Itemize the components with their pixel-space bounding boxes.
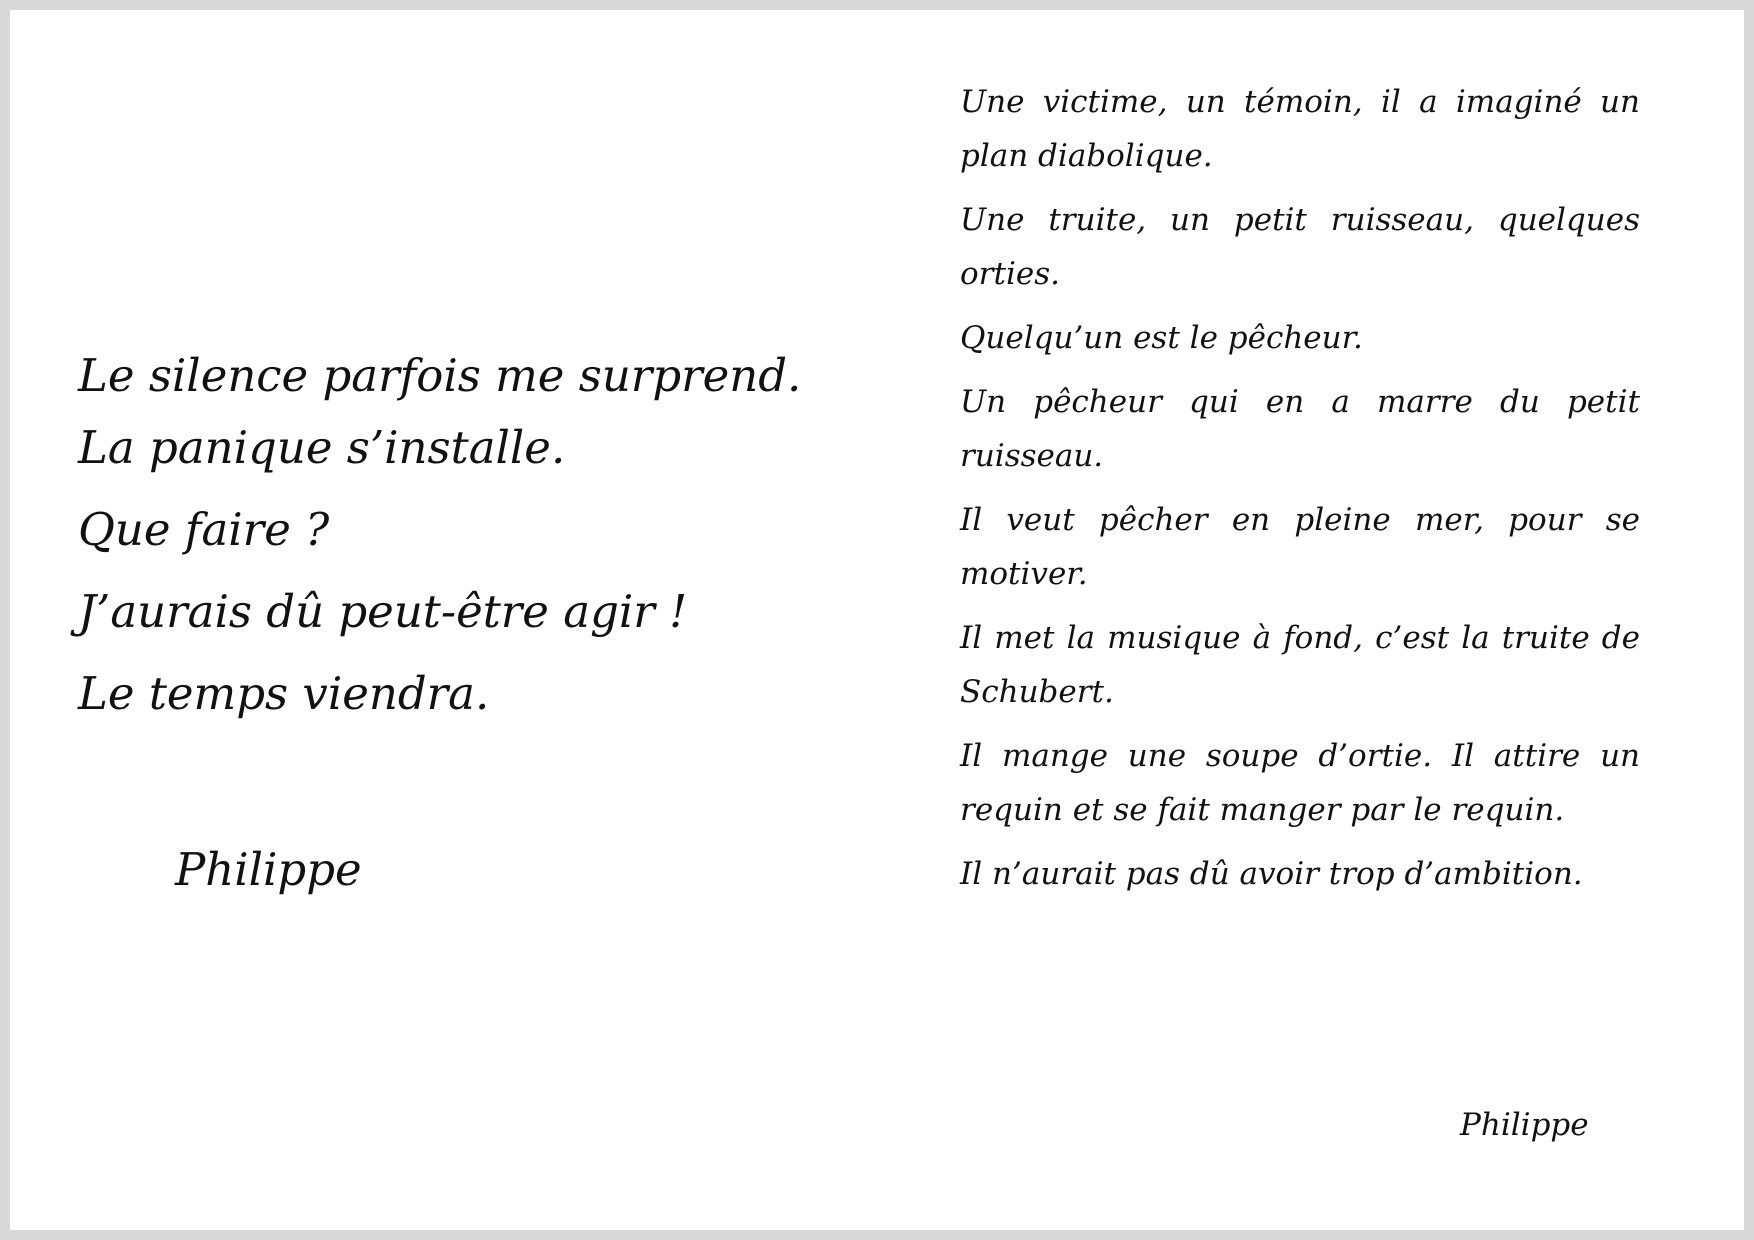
poem-paragraph: Quelqu’un est le pêcheur. — [960, 320, 1363, 356]
right-poem — [960, 75, 1640, 911]
poem-paragraph: Un pêcheur qui en a marre du petit ruisseau. — [960, 384, 1640, 474]
poem-line: J’aurais dû peut-être agir ! — [78, 585, 688, 638]
poem-line: Le temps viendra. — [78, 667, 490, 720]
right-poem-signature: Philippe — [1460, 1107, 1589, 1143]
page-frame — [10, 10, 1744, 1230]
poem-paragraph: Une victime, un témoin, il a imaginé un plan diabolique. — [960, 84, 1640, 174]
poem-line: Le silence parfois me surprend. — [78, 349, 802, 402]
poem-line: La panique s’installe. — [78, 421, 566, 474]
poem-line: Que faire ? — [78, 503, 330, 556]
poem-paragraph: Il veut pêcher en pleine mer, pour se motiver. — [960, 502, 1640, 592]
left-poem — [78, 340, 878, 730]
poem-paragraph: Il n’aurait pas dû avoir trop d’ambition. — [960, 856, 1583, 892]
poem-paragraph: Il mange une soupe d’ortie. Il attire un requin et se fait manger par le requin. — [960, 738, 1640, 828]
poem-paragraph: Une truite, un petit ruisseau, quelques orties. — [960, 202, 1640, 292]
poem-paragraph: Il met la musique à fond, c’est la truite de Schubert. — [960, 620, 1640, 710]
left-poem-signature: Philippe — [175, 843, 362, 896]
